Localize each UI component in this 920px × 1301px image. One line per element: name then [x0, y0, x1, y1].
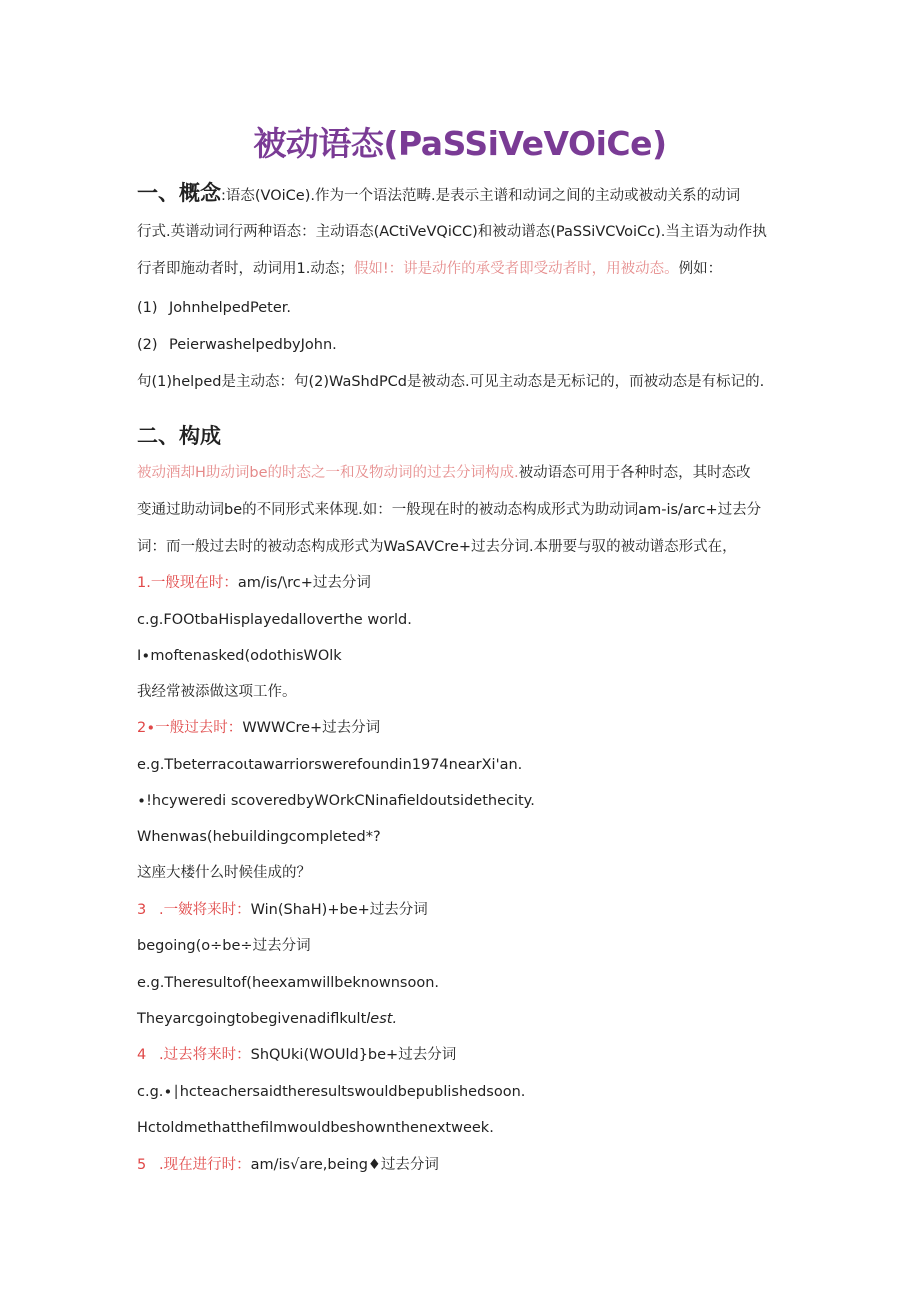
tense-2-line-3: Whenwas(hebuildingcompleted*? — [137, 829, 381, 845]
section1-summary: 句(1)helped是主动态：句(2)WaShdPCd是被动态.可见主动态是无标记的，而被动态是有标记的. — [137, 374, 765, 390]
tense-5-formula: am∕is√are,being♦过去分词 — [250, 1157, 439, 1173]
example-1-text: JohnhelpedPeter. — [169, 300, 291, 316]
example-2-text: PeierwashelpedbyJohn. — [169, 337, 337, 353]
tense-4-line-1: c.g.∙∣hcteachersaidtheresultswouldbepublishedsoon. — [137, 1084, 526, 1100]
tense-4-label: .过去将来时： — [159, 1047, 251, 1063]
tense-1-line-2: I∙moftenasked(odothisWOlk — [137, 648, 342, 664]
tense-1-formula: am∕is∕\rc+过去分词 — [237, 575, 371, 591]
section1-line3-b: 假如!：讲是动作的承受者即受动者时，用被动态。 — [353, 261, 679, 277]
section2-intro3: 词：而一般过去时的被动态构成形式为WaSAVCre+过去分词.本册要与驭的被动谱态形式在， — [137, 539, 737, 555]
tense-item-1 — [137, 573, 787, 593]
tense-3-line-1: begoing(o÷be÷过去分词 — [137, 938, 311, 954]
tense-2-line-1: e.g.Tbeterracoιtawarriorswerefoundin1974nearXi'an. — [137, 757, 523, 773]
section1-line2: 行式.英谱动词行两种语态：主动语态(ACtiVeVQiCC)和被动谱态(PaSSiVCVoiCc).当主语为动作执 — [137, 224, 767, 240]
tense-3-line-2: e.g.Theresultof(heexamwillbeknownsoon. — [137, 975, 440, 991]
tense-1-label: 1.一般现在时： — [137, 575, 238, 591]
page-title: 被动语态(PaSSiVeVOiCe) — [253, 124, 667, 163]
tense-3-number: 3 — [137, 902, 147, 918]
tense-1-line-3: 我经常被添做这项工作。 — [137, 684, 297, 700]
section1-heading: 一、概念 — [137, 181, 221, 205]
section2-heading: 二、构成 — [137, 424, 221, 448]
example-2 — [137, 335, 787, 355]
section1-line3-c: 例如： — [678, 261, 723, 277]
tense-3-line-3 — [137, 1009, 787, 1029]
section2-intro1-a: 被动酒却H助动词be的时态之一和及物动词的过去分词构成. — [137, 465, 519, 481]
section1-line3 — [137, 259, 787, 279]
tense-item-4 — [137, 1045, 787, 1065]
section1-colon: : — [221, 188, 226, 204]
tense-3-label: .一皴将来时： — [159, 902, 251, 918]
tense-3-line-3-italic: lest. — [366, 1011, 398, 1027]
section1-line1: 语态(VOiCe).作为一个语法范畴.是表示主谱和动词之间的主动或被动关系的动词 — [225, 188, 741, 204]
section2-intro2: 变通过助动词be的不同形式来体现.如：一般现在时的被动态构成形式为助动词am-is∕arc+过去分 — [137, 502, 762, 518]
tense-3-formula: Win(ShaH)+be+过去分词 — [250, 902, 428, 918]
tense-2-formula: WWWCre+过去分词 — [242, 720, 381, 736]
tense-5-label: .现在进行时： — [159, 1157, 251, 1173]
section2-intro1-b: 被动语态可用于各种时态，其时态改 — [518, 465, 751, 481]
tense-item-5 — [137, 1155, 787, 1175]
tense-2-label: 2∙一般过去时： — [137, 720, 243, 736]
section2-intro1 — [137, 463, 787, 483]
tense-item-2 — [137, 718, 787, 738]
tense-5-number: 5 — [137, 1157, 147, 1173]
section1-line3-a: 行者即施动者时，动词用1.动态； — [137, 261, 354, 277]
example-1-number: (1) — [137, 300, 158, 316]
tense-1-line-1: c.g.FOOtbaHisplayedalloverthe world. — [137, 612, 412, 628]
tense-4-number: 4 — [137, 1047, 147, 1063]
tense-item-3 — [137, 900, 787, 920]
example-1 — [137, 298, 787, 318]
section1-first-line — [137, 183, 787, 206]
tense-2-line-4: 这座大楼什么时候佳成的？ — [137, 865, 311, 881]
example-2-number: (2) — [137, 337, 158, 353]
tense-4-formula: ShQUki(WOUld}be+过去分词 — [250, 1047, 457, 1063]
tense-4-line-2: Hctoldmethatthefilmwouldbeshownthenextweek. — [137, 1120, 494, 1136]
tense-2-line-2: ∙!hcyweredi scoveredbyWOrkCNinafieldoutsidethecity. — [137, 793, 535, 809]
tense-3-line-3-plain: Theyarcgoingtobegivenadiflkult — [137, 1011, 367, 1027]
